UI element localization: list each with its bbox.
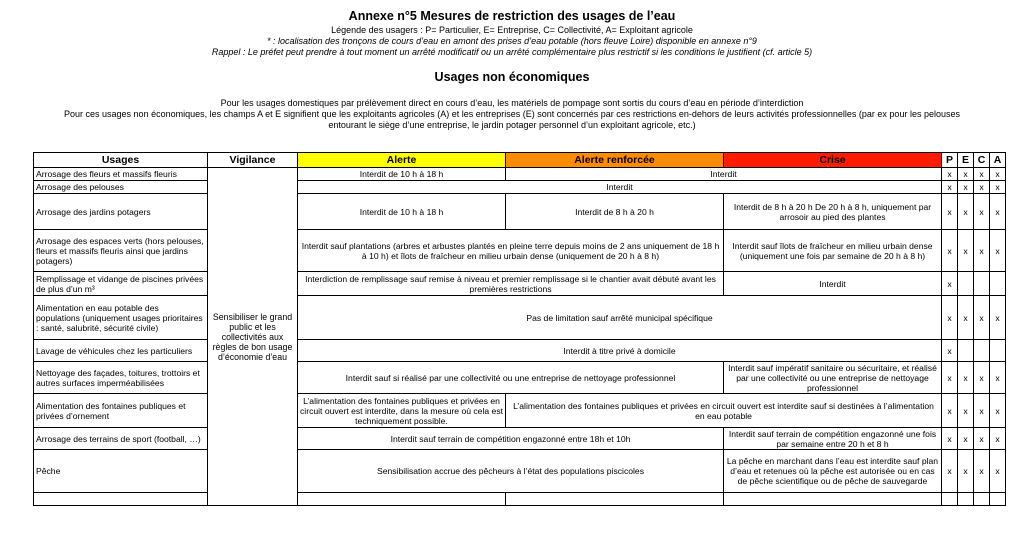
mark-a: x: [990, 362, 1006, 394]
alerte-renforcee-cell: Interdit sauf plantations (arbres et arbustes plantés en pleine terre depuis moins de 2 ans uniquement de 18 h à 10 h) et îlots de fraîcheur en milieu urbain dense (uniquement de 20 h à 8 h): [298, 230, 724, 272]
mark-e: x: [958, 168, 974, 181]
mark-e: x: [958, 181, 974, 194]
mark-e: x: [958, 428, 974, 450]
table-row: [34, 194, 1006, 230]
table-row: [34, 450, 1006, 493]
mark-a: [990, 272, 1006, 296]
mark-e: x: [958, 362, 974, 394]
header-a: A: [990, 153, 1006, 168]
mark-a: x: [990, 428, 1006, 450]
header-p: P: [942, 153, 958, 168]
header-alerte: Alerte: [298, 153, 506, 168]
mark-a: x: [990, 296, 1006, 340]
empty-cell: [958, 493, 974, 506]
mark-a: x: [990, 450, 1006, 493]
mark-e: x: [958, 230, 974, 272]
document-title: Annexe n°5 Mesures de restriction des usages de l’eau: [348, 9, 676, 23]
alerte-cell: Interdit de 10 h à 18 h: [298, 194, 506, 230]
mark-a: x: [990, 181, 1006, 194]
intro-line: Pour ces usages non économiques, les champs A et E signifient que les exploitants agricoles (A) et les entreprises (E) sont concernés par ces restrictions en-dehors de leurs activités professionnelles (par ex pour les pelouses: [64, 109, 960, 119]
mark-a: [990, 340, 1006, 362]
usage-cell: Arrosage des espaces verts (hors pelouses, fleurs et massifs fleuris ainsi que jardins potagers): [34, 230, 208, 272]
usage-cell: Remplissage et vidange de piscines privées de plus d’un m³: [34, 272, 208, 296]
all-levels-cell: Interdit à titre privé à domicile: [298, 340, 942, 362]
mark-e: x: [958, 194, 974, 230]
intro-line: entourant le siège d’une entreprise, le jardin potager personnel d’un exploitant agricole, etc.): [328, 120, 696, 130]
header-crise: Crise: [724, 153, 942, 168]
mark-e: [958, 340, 974, 362]
mark-a: x: [990, 194, 1006, 230]
table-row: [34, 168, 1006, 181]
crise-cell: Interdit de 8 h à 20 h De 20 h à 8 h, uniquement par arrosoir au pied des plantes: [724, 194, 942, 230]
all-levels-cell: Interdit: [298, 181, 942, 194]
usage-cell: Arrosage des pelouses: [34, 181, 208, 194]
vigilance-cell: Sensibiliser le grand public et les collectivités aux règles de bon usage d’économie d’eau: [208, 168, 298, 506]
location-note: * : localisation des tronçons de cours d’eau en amont des prises d’eau potable (hors fleuve Loire) disponible en annexe n°9: [267, 36, 757, 46]
mark-c: x: [974, 394, 990, 428]
prefect-reminder: Rappel : Le préfet peut prendre à tout moment un arrêté modificatif ou un arrêté complémentaire plus restrictif si les conditions le justifient (cf. article 5): [211, 47, 813, 57]
mark-p: x: [942, 230, 958, 272]
all-levels-cell: Pas de limitation sauf arrêté municipal spécifique: [298, 296, 942, 340]
section-intro: [0, 98, 1024, 131]
renforcee-cell: Interdit de 8 h à 20 h: [506, 194, 724, 230]
legend-block: [0, 25, 1024, 58]
mark-c: x: [974, 428, 990, 450]
mark-c: x: [974, 230, 990, 272]
mark-c: x: [974, 450, 990, 493]
empty-cell: [34, 493, 208, 506]
intro-line: Pour les usages domestiques par prélèvement direct en cours d’eau, les matériels de pompage sont sortis du cours d’eau en période d’interdiction: [220, 98, 804, 108]
table-row: [34, 362, 1006, 394]
mark-a: x: [990, 394, 1006, 428]
usage-cell: Arrosage des jardins potagers: [34, 194, 208, 230]
renforcee-crise-cell: L’alimentation des fontaines publiques et privées en circuit ouvert est interdite sauf si destinées à l’alimentation en eau potable: [506, 394, 942, 428]
table-row: [34, 340, 1006, 362]
mark-p: x: [942, 340, 958, 362]
usage-cell: Nettoyage des façades, toitures, trottoirs et autres surfaces imperméabilisées: [34, 362, 208, 394]
header-vigilance: Vigilance: [208, 153, 298, 168]
empty-cell: [990, 493, 1006, 506]
mark-p: x: [942, 428, 958, 450]
header-usages: Usages: [34, 153, 208, 168]
alerte-cell: L’alimentation des fontaines publiques et privées en circuit ouvert est interdite, dans la mesure où cela est techniquement possible.: [298, 394, 506, 428]
mark-p: x: [942, 194, 958, 230]
table-row: [34, 428, 1006, 450]
header-c: C: [974, 153, 990, 168]
mark-e: [958, 272, 974, 296]
mark-c: x: [974, 181, 990, 194]
crise-cell: Interdit sauf terrain de compétition engazonné une fois par semaine entre 20 h et 8 h: [724, 428, 942, 450]
usage-cell: Arrosage des terrains de sport (football, …): [34, 428, 208, 450]
table-row: [34, 181, 1006, 194]
mark-a: x: [990, 230, 1006, 272]
mark-c: x: [974, 168, 990, 181]
mark-a: x: [990, 168, 1006, 181]
empty-cell: [298, 493, 506, 506]
empty-cell: [974, 493, 990, 506]
mark-p: x: [942, 296, 958, 340]
empty-cell: [506, 493, 724, 506]
table-row: [34, 296, 1006, 340]
header-alerte-renforcee: Alerte renforcée: [506, 153, 724, 168]
crise-cell: Interdit: [724, 272, 942, 296]
alerte-renforcee-cell: Interdit sauf si réalisé par une collectivité ou une entreprise de nettoyage professionnel: [298, 362, 724, 394]
table-row: [34, 394, 1006, 428]
usage-cell: Alimentation des fontaines publiques et privées d’ornement: [34, 394, 208, 428]
restrictions-table: [33, 152, 1006, 506]
mark-e: x: [958, 296, 974, 340]
alerte-renforcee-cell: Interdit sauf terrain de compétition engazonné entre 18h et 10h: [298, 428, 724, 450]
alerte-renforcee-cell: Interdiction de remplissage sauf remise à niveau et premier remplissage si le chantier avait débuté avant les premières restrictions: [298, 272, 724, 296]
crise-cell: Interdit sauf impératif sanitaire ou sécuritaire, et réalisé par une collectivité ou une entreprise de nettoyage professionnel: [724, 362, 942, 394]
mark-p: x: [942, 394, 958, 428]
alerte-cell: Interdit de 10 h à 18 h: [298, 168, 506, 181]
renforcee-crise-cell: Interdit: [506, 168, 942, 181]
mark-c: x: [974, 296, 990, 340]
mark-c: [974, 340, 990, 362]
empty-cell: [724, 493, 942, 506]
table-header-row: [34, 153, 1006, 168]
alerte-renforcee-cell: Sensibilisation accrue des pêcheurs à l’état des populations piscicoles: [298, 450, 724, 493]
usage-cell: Lavage de véhicules chez les particuliers: [34, 340, 208, 362]
mark-c: x: [974, 194, 990, 230]
mark-c: x: [974, 362, 990, 394]
usage-cell: Arrosage des fleurs et massifs fleuris: [34, 168, 208, 181]
empty-cell: [942, 493, 958, 506]
header-e: E: [958, 153, 974, 168]
mark-p: x: [942, 450, 958, 493]
usage-cell: Pêche: [34, 450, 208, 493]
table-row: [34, 230, 1006, 272]
mark-p: x: [942, 362, 958, 394]
mark-p: x: [942, 181, 958, 194]
mark-e: x: [958, 450, 974, 493]
table-row: [34, 272, 1006, 296]
crise-cell: Interdit sauf îlots de fraîcheur en milieu urbain dense (uniquement une fois par semaine de 20 h à 8 h): [724, 230, 942, 272]
section-title: Usages non économiques: [434, 70, 590, 84]
users-legend: Légende des usagers : P= Particulier, E= Entreprise, C= Collectivité, A= Exploitant agricole: [331, 25, 693, 35]
mark-c: [974, 272, 990, 296]
table-row-empty: [34, 493, 1006, 506]
mark-e: x: [958, 394, 974, 428]
crise-cell: La pêche en marchant dans l’eau est interdite sauf plan d’eau et retenues où la pêche est autorisée ou en cas de pêche scientifique ou de pêche de sauvegarde: [724, 450, 942, 493]
mark-p: x: [942, 168, 958, 181]
mark-p: x: [942, 272, 958, 296]
usage-cell: Alimentation en eau potable des populations (uniquement usages prioritaires : santé, salubrité, sécurité civile): [34, 296, 208, 340]
